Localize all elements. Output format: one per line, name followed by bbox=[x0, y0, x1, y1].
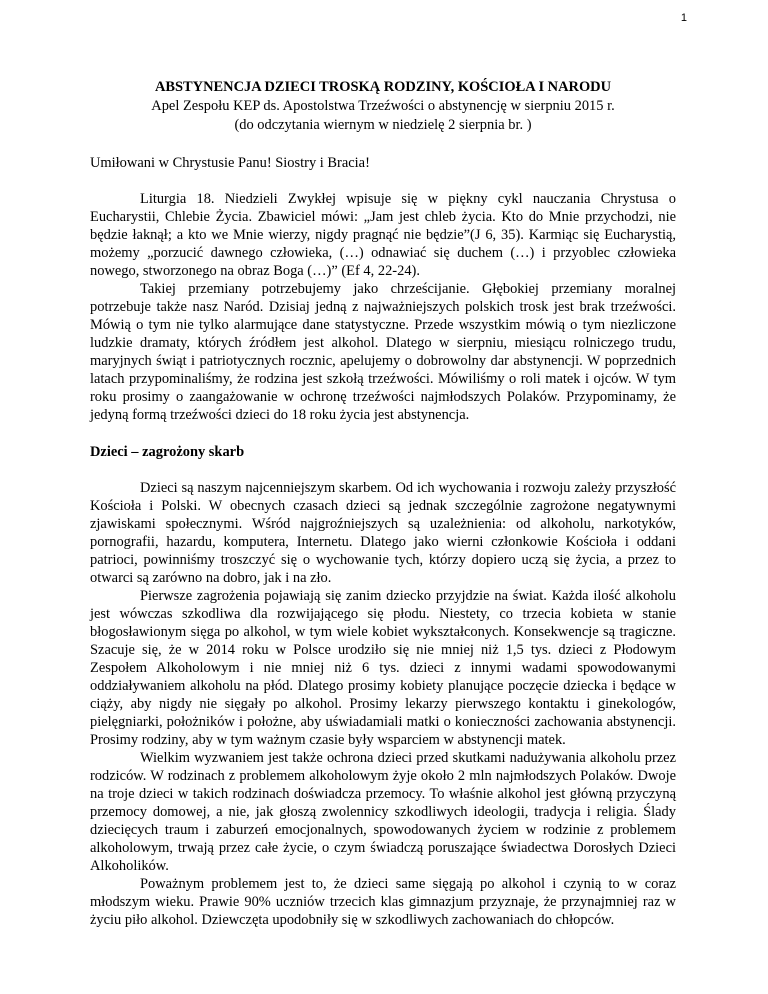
document-title: ABSTYNENCJA DZIECI TROSKĄ RODZINY, KOŚCIOŁA I NARODU bbox=[154, 79, 612, 95]
section-paragraph-2: Pierwsze zagrożenia pojawiają się zanim dziecko przyjdzie na świat. Każda ilość alkoholu jest wówczas szkodliwa dla rozwijającego się płodu. Niestety, co trzecia kobieta w stanie błogosławionym sięga po alkohol, w tym wiele kobiet wykształconych. Konsekwencje są tragiczne. Szacuje się, że w 2014 roku w Polsce urodziło się nie mniej niż 1,5 tys. dzieci z Płodowym Zespołem Alkoholowym i nie mniej niż 6 tys. dzieci z innymi wadami spowodowanymi oddziaływaniem alkoholu na płód. Dlatego prosimy kobiety planujące poczęcie dziecka i będące w ciąży, aby nigdy nie sięgały po alkohol. Prosimy lekarzy pierwszego kontaktu i ginekologów, pielęgniarki, położników i położne, aby uświadamiali matki o konieczności zachowania abstynencji. Prosimy rodziny, aby w tym ważnym czasie były wsparciem w abstynencji matek. bbox=[90, 588, 676, 748]
document-body bbox=[90, 78, 676, 929]
title-block bbox=[90, 78, 676, 135]
section-paragraph-4: Poważnym problemem jest to, że dzieci same sięgają po alkohol i czynią to w coraz młodszym wieku. Prawie 90% uczniów trzecich klas gimnazjum przyznaje, że przynajmniej raz w życiu piło alkohol. Dziewczęta upodobniły się w szkodliwych zachowaniach do chłopców. bbox=[90, 876, 676, 928]
intro-paragraph-1: Liturgia 18. Niedzieli Zwykłej wpisuje się w piękny cykl nauczania Chrystusa o Eucharystii, Chlebie Życia. Zbawiciel mówi: „Jam jest chleb życia. Kto do Mnie przychodzi, nie będzie łaknął; a kto we Mnie wierzy, nigdy pragnąć nie będzie”(J 6, 35). Karmiąc się Eucharystią, możemy „porzucić dawnego człowieka, (…) odnawiać się duchem (…) i przyoblec człowieka nowego, stworzonego na obraz Boga (…)” (Ef 4, 22-24). bbox=[90, 191, 676, 279]
subtitle-line-2: (do odczytania wiernym w niedzielę 2 sierpnia br. ) bbox=[234, 117, 532, 133]
section-paragraph-1: Dzieci są naszym najcenniejszym skarbem. Od ich wychowania i rozwoju zależy przyszłość Kościoła i Polski. W obecnych czasach dzieci są jednak szczególnie zagrożone negatywnymi zjawiskami społecznymi. Wśród najgroźniejszych są uzależnienia: od alkoholu, narkotyków, pornografii, hazardu, komputera, Internetu. Dlatego jako wierni członkowie Kościoła i oddani patrioci, powinniśmy troszczyć się o wychowanie tych, którzy dopiero uczą się życia, a przez to otwarci są zarówno na dobro, jak i na zło. bbox=[90, 480, 676, 586]
section-heading: Dzieci – zagrożony skarb bbox=[90, 444, 245, 460]
subtitle-line-1: Apel Zespołu KEP ds. Apostolstwa Trzeźwości o abstynencję w sierpniu 2015 r. bbox=[151, 98, 615, 114]
intro-paragraph-2: Takiej przemiany potrzebujemy jako chrześcijanie. Głębokiej przemiany moralnej potrzebuje także nasz Naród. Dzisiaj jedną z najważniejszych polskich trosk jest brak trzeźwości. Mówią o tym nie tylko alarmujące dane statystyczne. Przede wszystkim mówią o tym niezliczone ludzkie dramaty, których źródłem jest alkohol. Dlatego w sierpniu, miesiącu rolniczego trudu, maryjnych świąt i patriotycznych rocznic, apelujemy o dobrowolny dar abstynencji. W poprzednich latach przypominaliśmy, że rodzina jest szkołą trzeźwości. Mówiliśmy o roli matek i ojców. W tym roku prosimy o zaangażowanie w ochronę trzeźwości najmłodszych Polaków. Przypominamy, że jedyną formą trzeźwości dzieci do 18 roku życia jest abstynencja. bbox=[90, 281, 676, 423]
page-number: 1 bbox=[680, 12, 687, 24]
section-paragraph-3: Wielkim wyzwaniem jest także ochrona dzieci przed skutkami nadużywania alkoholu przez rodziców. W rodzinach z problemem alkoholowym żyje około 2 mln najmłodszych Polaków. Dwoje na troje dzieci w takich rodzinach doświadcza przemocy. To właśnie alkohol jest główną przyczyną przemocy domowej, a nie, jak głoszą zwolennicy szkodliwych ideologii, tradycja i religia. Ślady dziecięcych traum i zaburzeń emocjonalnych, spowodowanych życiem w rodzinie z problemem alkoholowym, trwają przez całe życie, o czym świadczą poruszające świadectwa Dorosłych Dzieci Alkoholików. bbox=[90, 750, 676, 874]
salutation: Umiłowani w Chrystusie Panu! Siostry i Bracia! bbox=[90, 155, 370, 171]
